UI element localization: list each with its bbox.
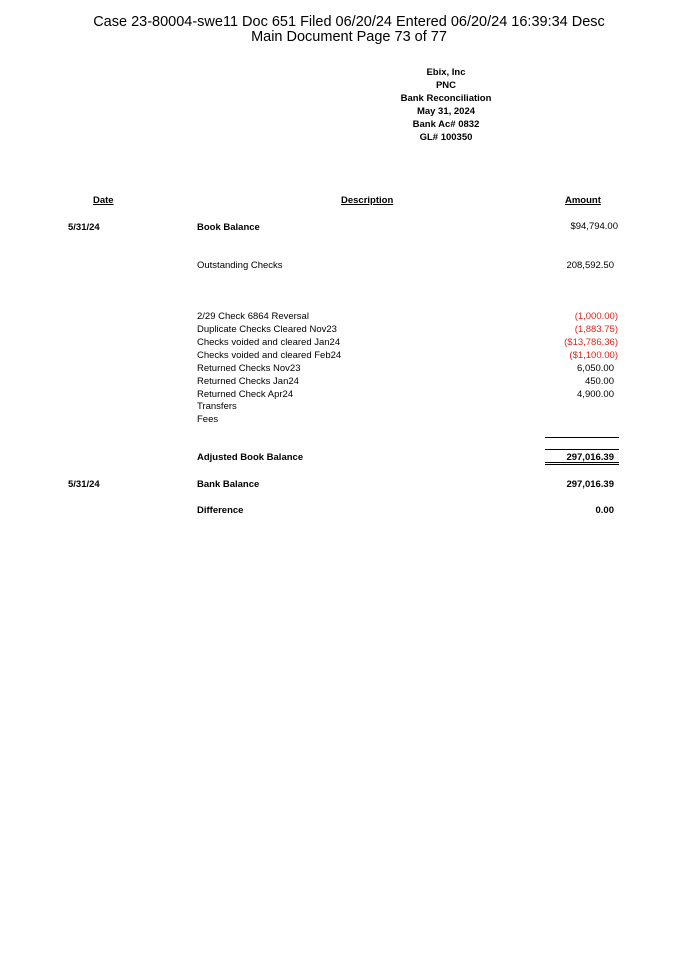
adjustment-amount: (1,000.00)	[574, 311, 618, 322]
adjustment-label: Returned Check Apr24	[197, 389, 294, 400]
bank-balance-amount: 297,016.39	[566, 479, 614, 490]
book-balance-amount: $94,794.00	[570, 221, 618, 232]
subtotal-rule	[545, 437, 619, 438]
case-stamp-line2: Main Document Page 73 of 77	[251, 29, 447, 45]
adjusted-book-balance-amount: 297,016.39	[566, 452, 614, 463]
bank-name: PNC	[435, 80, 457, 91]
company-name: Ebix, Inc	[426, 67, 466, 78]
total-rule-top	[545, 449, 619, 450]
adjustment-label: Returned Checks Nov23	[197, 363, 301, 374]
outstanding-checks-amount: 208,592.50	[566, 260, 614, 271]
adjustment-amount: 4,900.00	[577, 389, 614, 400]
case-stamp-line1: Case 23-80004-swe11 Doc 651 Filed 06/20/24 Entered 06/20/24 16:39:34 Desc	[93, 14, 605, 30]
adjustment-label: Transfers	[197, 401, 237, 412]
outstanding-checks-label: Outstanding Checks	[197, 260, 283, 271]
bank-balance-date: 5/31/24	[68, 479, 100, 490]
adjustment-label: 2/29 Check 6864 Reversal	[197, 311, 309, 322]
adjustment-amount: (1,883.75)	[574, 324, 618, 335]
adjustment-label: Duplicate Checks Cleared Nov23	[197, 324, 337, 335]
adjustment-label: Fees	[197, 414, 219, 425]
difference-amount: 0.00	[595, 505, 614, 516]
adjustment-label: Returned Checks Jan24	[197, 376, 299, 387]
column-header-amount: Amount	[565, 195, 601, 206]
adjustment-amount: 450.00	[584, 376, 614, 387]
book-balance-label: Book Balance	[197, 222, 260, 233]
adjustment-amount: 6,050.00	[577, 363, 614, 374]
adjustment-amount: ($13,786.36)	[564, 337, 618, 348]
report-date: May 31, 2024	[416, 106, 476, 117]
column-header-date: Date	[93, 195, 114, 206]
bank-account: Bank Ac# 0832	[412, 119, 480, 130]
report-title: Bank Reconciliation	[400, 93, 492, 104]
adjustment-amount: ($1,100.00)	[569, 350, 618, 361]
adjusted-book-balance-label: Adjusted Book Balance	[197, 452, 304, 463]
gl-number: GL# 100350	[419, 132, 473, 143]
total-rule-double-2	[545, 464, 619, 465]
adjustment-label: Checks voided and cleared Feb24	[197, 350, 342, 361]
book-balance-date: 5/31/24	[68, 222, 100, 233]
column-header-description: Description	[341, 195, 394, 206]
bank-balance-label: Bank Balance	[197, 479, 260, 490]
total-rule-double-1	[545, 462, 619, 463]
difference-label: Difference	[197, 505, 244, 516]
adjustment-label: Checks voided and cleared Jan24	[197, 337, 341, 348]
